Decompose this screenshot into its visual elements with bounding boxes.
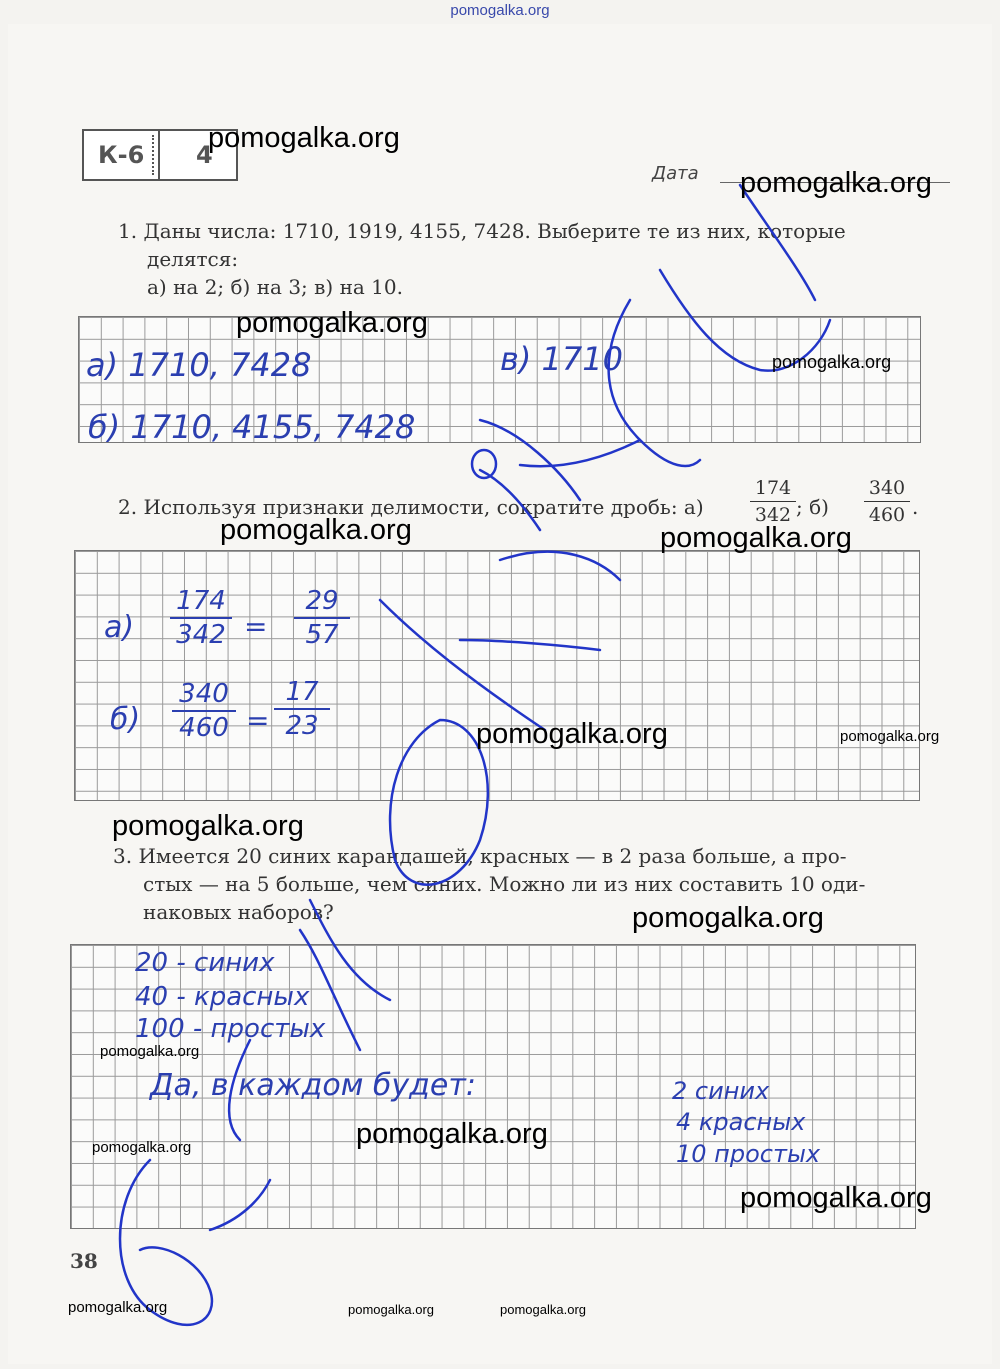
date-label: Дата xyxy=(652,163,699,184)
task3-hw-blue: 20 - синих xyxy=(135,948,275,978)
task1-answer-a: а) 1710, 7428 xyxy=(86,346,312,384)
watermark: pomogalka.org xyxy=(220,514,412,546)
fraction-a-numerator: 174 xyxy=(754,477,792,499)
watermark: pomogalka.org xyxy=(500,1302,586,1317)
watermark: pomogalka.org xyxy=(348,1302,434,1317)
watermark: pomogalka.org xyxy=(740,167,932,199)
top-watermark: pomogalka.org xyxy=(450,2,550,19)
task2-end: . xyxy=(912,495,919,519)
fraction-b-denominator: 460 xyxy=(864,501,910,528)
task2-answer-b-eq: = xyxy=(246,704,270,737)
watermark: pomogalka.org xyxy=(476,718,668,750)
task3-hw-answer-red: 4 красных xyxy=(676,1108,806,1136)
task3-hw-answer-blue: 2 синих xyxy=(672,1077,770,1105)
answer-a-result-numerator: 29 xyxy=(305,586,339,616)
task2-answer-a-label: а) xyxy=(104,610,135,645)
task1-answer-v: в) 1710 xyxy=(500,340,623,378)
page-number: 38 xyxy=(70,1249,98,1273)
watermark: pomogalka.org xyxy=(68,1299,168,1316)
test-variant: 4 xyxy=(196,141,213,169)
watermark: pomogalka.org xyxy=(772,352,892,372)
task1-line2: делятся: xyxy=(147,247,239,271)
watermark: pomogalka.org xyxy=(356,1118,548,1150)
watermark: pomogalka.org xyxy=(100,1043,200,1060)
answer-b-result-numerator: 17 xyxy=(285,677,319,707)
watermark: pomogalka.org xyxy=(112,810,304,842)
task3-line1: 3. Имеется 20 синих карандашей, красных — в 2 раза больше, а про- xyxy=(113,844,847,868)
fraction-a-denominator: 342 xyxy=(750,501,796,528)
task1-answer-b: б) 1710, 4155, 7428 xyxy=(88,408,416,446)
task1-line3: а) на 2; б) на 3; в) на 10. xyxy=(147,275,403,299)
task3-hw-answer: Да, в каждом будет: xyxy=(150,1068,476,1103)
task2-answer-a-eq: = xyxy=(244,610,268,643)
task3-line2: стых — на 5 больше, чем синих. Можно ли из них составить 10 оди- xyxy=(143,872,866,896)
answer-a-denominator: 342 xyxy=(170,617,232,651)
task2-text: 2. Используя признаки делимости, сократите дробь: а) xyxy=(118,495,704,519)
watermark: pomogalka.org xyxy=(740,1182,932,1214)
task2-answer-b-label: б) xyxy=(110,702,141,737)
task2-separator: ; б) xyxy=(796,495,829,519)
answer-a-numerator: 174 xyxy=(176,586,226,616)
answer-b-result-denominator: 23 xyxy=(274,708,330,742)
task3-hw-simple: 100 - простых xyxy=(135,1014,326,1044)
task3-hw-red: 40 - красных xyxy=(135,982,310,1012)
watermark: pomogalka.org xyxy=(840,728,940,745)
watermark: pomogalka.org xyxy=(236,307,428,339)
watermark: pomogalka.org xyxy=(208,122,400,154)
watermark: pomogalka.org xyxy=(632,902,824,934)
task3-line3: наковых наборов? xyxy=(143,900,334,924)
watermark: pomogalka.org xyxy=(660,522,852,554)
answer-a-result-denominator: 57 xyxy=(294,617,350,651)
watermark: pomogalka.org xyxy=(92,1139,192,1156)
task3-hw-answer-simple: 10 простых xyxy=(676,1140,821,1168)
answer-b-numerator: 340 xyxy=(179,679,229,709)
task1-line1: 1. Даны числа: 1710, 1919, 4155, 7428. Выберите те из них, которые xyxy=(118,219,846,243)
test-code: К-6 xyxy=(98,141,145,169)
answer-b-denominator: 460 xyxy=(172,710,236,744)
fraction-b-numerator: 340 xyxy=(868,477,906,499)
